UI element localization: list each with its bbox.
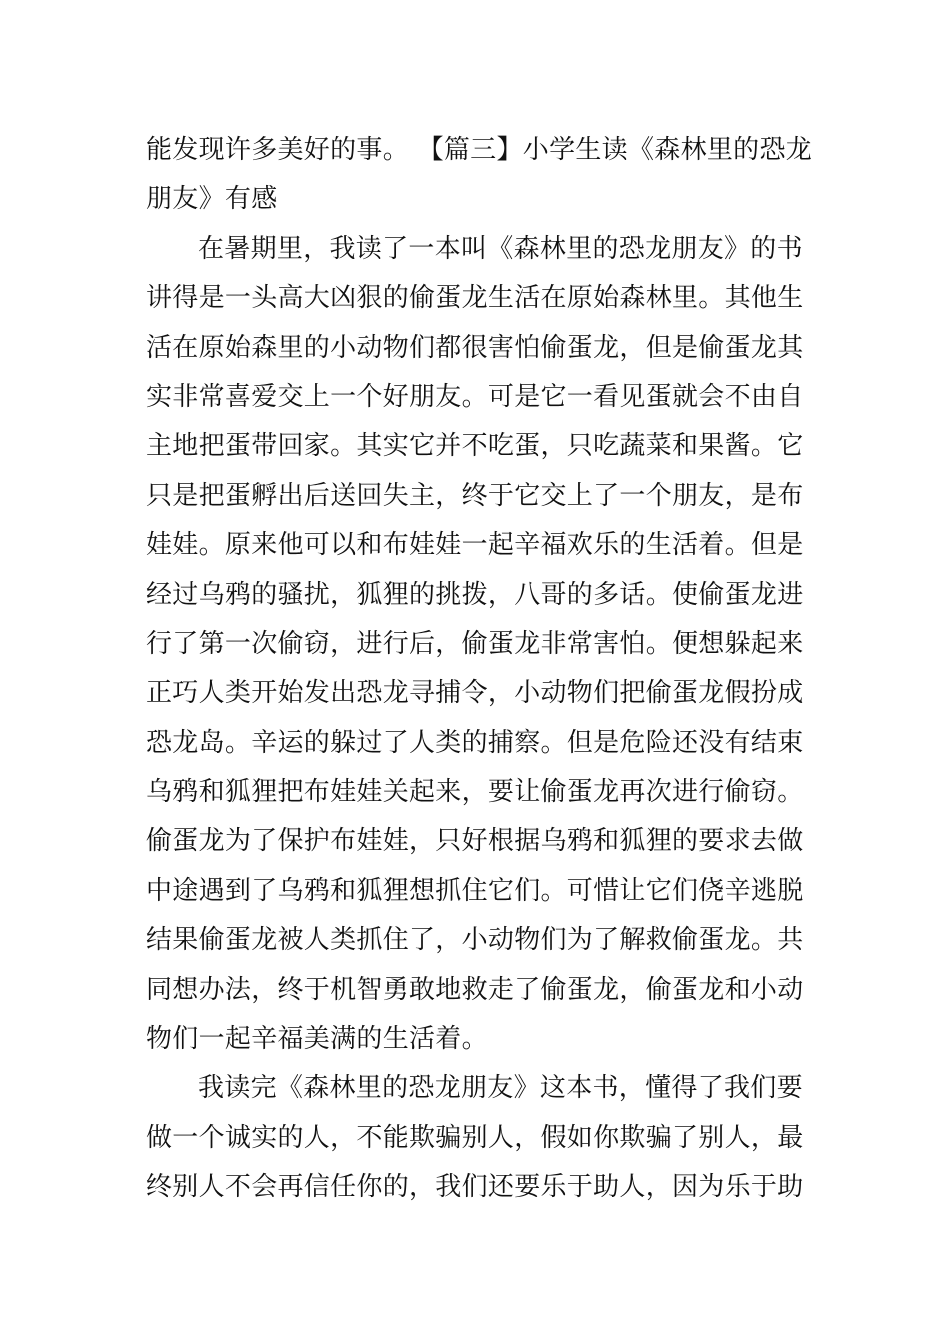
text-line: 乌鸦和狐狸把布娃娃关起来，要让偷蛋龙再次进行偷窃。 (146, 777, 804, 808)
text-line: 实非常喜爱交上一个好朋友。可是它一看见蛋就会不由自 (146, 381, 804, 412)
body-text (146, 126, 813, 1213)
text-line: 做一个诚实的人，不能欺骗别人，假如你欺骗了别人，最 (146, 1122, 804, 1153)
text-line: 物们一起辛福美满的生活着。 (146, 1024, 488, 1055)
text-line: 能发现许多美好的事。 【篇三】小学生读《森林里的恐龙 (146, 135, 813, 165)
text-line: 终别人不会再信任你的，我们还要乐于助人，因为乐于助 (146, 1172, 804, 1203)
text-line: 朋友》有感 (146, 184, 278, 215)
text-line: 只是把蛋孵出后送回失主，终于它交上了一个朋友，是布 (146, 480, 804, 511)
text-line: 同想办法，终于机智勇敢地救走了偷蛋龙，偷蛋龙和小动 (146, 974, 804, 1005)
text-line: 行了第一次偷窃，进行后，偷蛋龙非常害怕。便想躲起来 (146, 628, 804, 659)
paragraph-start-line: 在暑期里，我读了一本叫《森林里的恐龙朋友》的书 (198, 233, 803, 264)
text-line: 恐龙岛。辛运的躲过了人类的捕察。但是危险还没有结束 (146, 727, 804, 758)
text-line: 结果偷蛋龙被人类抓住了，小动物们为了解救偷蛋龙。共 (146, 925, 804, 956)
text-line: 主地把蛋带回家。其实它并不吃蛋，只吃蔬菜和果酱。它 (146, 431, 804, 462)
text-line: 娃娃。原来他可以和布娃娃一起辛福欢乐的生活着。但是 (146, 530, 804, 561)
paragraph-start-line: 我读完《森林里的恐龙朋友》这本书，懂得了我们要 (198, 1073, 803, 1104)
text-line: 中途遇到了乌鸦和狐狸想抓住它们。可惜让它们侥辛逃脱 (146, 875, 804, 906)
text-line: 活在原始森里的小动物们都很害怕偷蛋龙，但是偷蛋龙其 (146, 332, 804, 363)
text-line: 偷蛋龙为了保护布娃娃，只好根据乌鸦和狐狸的要求去做 (146, 826, 804, 857)
text-line: 讲得是一头高大凶狠的偷蛋龙生活在原始森林里。其他生 (146, 283, 804, 314)
text-line: 经过乌鸦的骚扰，狐狸的挑拨，八哥的多话。使偷蛋龙进 (146, 579, 804, 610)
text-line: 正巧人类开始发出恐龙寻捕令，小动物们把偷蛋龙假扮成 (146, 678, 804, 709)
